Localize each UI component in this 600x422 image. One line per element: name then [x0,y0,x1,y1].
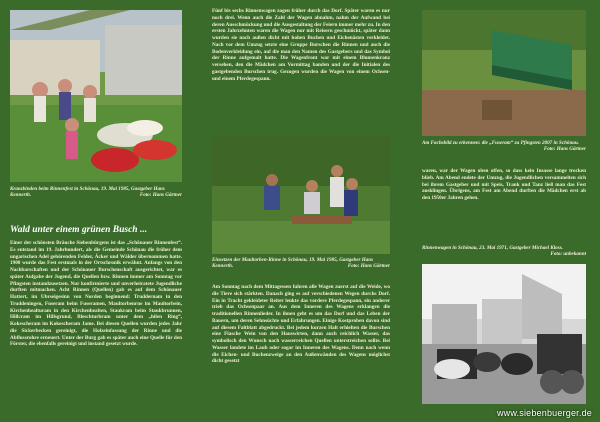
photo-inserting-caption [212,257,390,270]
photo-inserting-rinne [212,136,390,254]
photo-wagon-label: Rinnenwagen in Schönau, 23. Mai 1971, Gastgeber Michael Kloss. [422,245,563,251]
wagon-text-top: Fünf bis sechs Rinnenwagen zogen früher durch das Dorf. Später waren es nur noch drei. Wenn auch die Zahl der Wagen abnahm, nahm der Aufwand bei deren Ausschmückung und die Ausgestaltung der Feiern immer mehr zu. In den ersten Jahrzehnten waren die Wagen nur mit Reisern geschmückt, später dann wurden sie noch außen dicht mit hohen Buchen und Eichenästen verkleidet. Nach vor dem Umzug setzte eine Gruppe Burschen die Rinnen und auch die Bodenverkleidung ein, auf die man den Namen des Gastgebers und das Symbol der Rinne aufgemalt hatte. Die Wagenfront war mit einem Blumenkranz versehen, den die Mädchen am Vormittag banden und der die Initialen des gastgebenden Burschen trug. Gezogen wurden die Wagen von einem Ochsen- und einem Pferdegespann. [212,8,390,82]
photo-garland-credit: Foto: Hans Gärtner [139,192,182,199]
photo-garland-binding [10,10,182,182]
photo-inserting-rinne-image [212,136,390,254]
section-heading: Wald unter einem grünen Busch ... [10,225,148,235]
wagon-text-bottom: Am Sonntag nach dem Mittagessen fuhren alle Wagen zuerst auf die Weide, wo die Tiere sich stärkten. Danach ging es auf verschiedenen Wegen durchs Dorf. Ein in Tracht gekleideter Reiter lenkte das vordere Pferdegespann, ein anderer trieb das Ochsenpaar an. Aus dem Inneren des Wagens erklangen die traditionellen Rinnenlieder. In ihnen geht es um das Dorf und das Leben der Bauern, um deren Sehnsüchte und Erfahrungen. Einige Kostproben davon sind auf diesem Faltblatt abgedruckt. Bei jedem kurzen Halt erhielten die Burschen eine Flasche Wein von den Hauswirten, dann auch reichlich Wasser, das symbolisch den Wunsch nach wasserreichen Quellen unterstreichen sollte. Bei Wasser landete im Laub oder sogar im Inneren des Wagens. Denn nach wenn die Eichen- und Buchenzweige an den Außenwänden des Wagens möglichst dicht gesetzt [212,284,390,365]
photo-fuseram-sign-image [422,10,586,136]
photo-fuseram-credit: Foto: Hans Gärtner [543,146,586,153]
photo-garland-caption [10,186,182,199]
photo-fuseram-sign [422,10,586,136]
photo-garland-label: Kranzbinden beim Rinnenfest in Schönau, 19. Mai 1985, Gastgeber Hans Kennerth. [10,186,165,199]
photo-rinnenwagen-image [422,264,586,404]
intro-text: Einer der schönsten Bräuche Siebenbürgens ist das „Schönauer Rinnenfest“. Es entstand im 19. Jahrhundert, als die Gemeinde Schönau die früher dem ungarischen Adel gehörenden Felder, Äcker und Wälder übernommen hatte. 1900 wurde das Fest erstmals in der Ortschronik erwähnt. Anfangs von den Nachbarschaften und der Schönauer Burschenschaft ausgerichtet, war es später Aufgabe der Jugend, die Quellen bzw. Rinnen immer am Sonntag vor Pfingsten instandzusetzen. Nur konfirmierte und unverheiratete Jugendliche durften mitmachen. Acht Rinnen (Quellen) gab es auf dem Schönauer Hattert, im Ubrseigesinn von Norden beginnend: Truddernam in den Truddeningen, Fuseram beim Fuseramen, Maultorbenrne im Maultorbein, Kirchenhealturam in den Kirchenhealten, Staukram beim Staukbrunnen, Hillcram im Hillsgrund, Bleschturbram unter dem „hilen Ring“, Kokescheram im Kokescheram Jame. Bei diesen Quellen wurden jedes Jahr die Sickerbecken gereinigt, die Holzeinfassung der Rinne und die Abflussrohre erneuert. Unter der Burg gab es später auch eine Quelle für den Förster, die ebenfalls gereinigt und instand gesetzt wurde. [10,240,182,348]
photo-inserting-credit: Foto: Hans Gärtner [347,263,390,270]
website-watermark: www.siebenbuerger.de [496,408,592,418]
column-right [400,0,600,422]
photo-inserting-label: Einsetzen der Maultorben-Rinne in Schönau, 19. Mai 1985, Gastgeber Hans Kennerth. [212,257,374,270]
photo-wagon-caption [422,245,586,258]
column-left [0,0,200,422]
column-middle [200,0,400,422]
evening-text: waren, war der Wagen oben offen, so dass kein Insasse lange trocken blieb. Am Abend endete der Umzug, die Jugendlichen versammelten sich bei ihrem Gastgeber und mit Speis, Trank und Tanz ließ man das Fest ausklingen. Übrigens, am Fest am Abend durften die Mädchen erst ab den 1950er Jahren gehen. [422,168,586,201]
photo-rinnenwagen [422,264,586,404]
photo-fuseram-label: Am Fachsbild zu erkennen: die „Fuseram“ zu Pfingsten 2007 in Schönau. [422,140,579,146]
photo-garland-binding-image [10,10,182,182]
photo-wagon-credit: Foto: unbekannt [550,251,586,258]
photo-fuseram-caption [422,140,586,153]
